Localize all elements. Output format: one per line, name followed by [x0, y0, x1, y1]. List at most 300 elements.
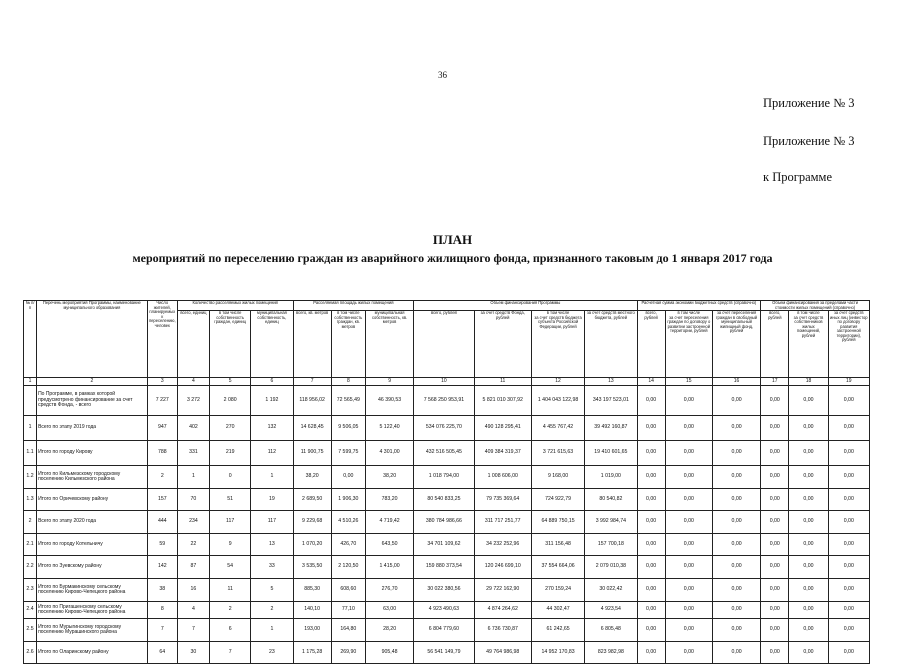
- value-cell: 77,10: [331, 602, 365, 619]
- sub-rooms-owned-label: собственность граждан, единиц: [214, 314, 247, 324]
- value-cell: 3 721 615,63: [531, 441, 584, 466]
- value-cell: 1 070,20: [293, 534, 331, 556]
- column-number-cell: 18: [789, 378, 828, 386]
- value-cell: 0,00: [665, 534, 712, 556]
- sub-other-o1: [789, 311, 828, 378]
- row-number-cell: 2.3: [24, 579, 37, 602]
- value-cell: 79 735 369,64: [474, 489, 531, 511]
- column-number-cell: 6: [251, 378, 293, 386]
- table-row: [24, 579, 870, 602]
- row-number-cell: 2.4: [24, 602, 37, 619]
- value-cell: 0,00: [712, 489, 760, 511]
- value-cell: 0,00: [637, 579, 665, 602]
- value-cell: 39 492 160,87: [585, 416, 637, 441]
- value-cell: 0,00: [637, 534, 665, 556]
- sub-area-municipal: муниципальная собственность, кв. метров: [365, 311, 413, 378]
- value-cell: 0,00: [637, 466, 665, 489]
- value-cell: 5 122,40: [365, 416, 413, 441]
- value-cell: 432 516 505,45: [414, 441, 474, 466]
- column-number-row: [24, 378, 870, 386]
- value-cell: 1 404 043 122,98: [531, 386, 584, 416]
- row-number-cell: 2.2: [24, 556, 37, 579]
- value-cell: 0,00: [637, 642, 665, 664]
- table-row: [24, 466, 870, 489]
- value-cell: 269,90: [331, 642, 365, 664]
- value-cell: 219: [210, 441, 251, 466]
- appendix-line-1: Приложение № 3: [763, 96, 855, 110]
- sub-fund-incl: в том числе: [546, 310, 570, 315]
- column-number-cell: 5: [210, 378, 251, 386]
- value-cell: 118 956,02: [293, 386, 331, 416]
- sub-area-owned: [331, 311, 365, 378]
- row-number-cell: 1: [24, 416, 37, 441]
- value-cell: 0,00: [712, 534, 760, 556]
- value-cell: 409 384 319,37: [474, 441, 531, 466]
- value-cell: 11: [210, 579, 251, 602]
- value-cell: 426,70: [331, 534, 365, 556]
- value-cell: 4 923,54: [585, 602, 637, 619]
- value-cell: 6: [210, 619, 251, 642]
- value-cell: 13: [251, 534, 293, 556]
- value-cell: 823 982,98: [585, 642, 637, 664]
- table-row: [24, 642, 870, 664]
- value-cell: 33: [251, 556, 293, 579]
- value-cell: 140,10: [293, 602, 331, 619]
- value-cell: 1 175,28: [293, 642, 331, 664]
- value-cell: 724 922,79: [531, 489, 584, 511]
- column-number-cell: 16: [712, 378, 760, 386]
- value-cell: 4 301,00: [365, 441, 413, 466]
- value-cell: 29 722 162,90: [474, 579, 531, 602]
- value-cell: 0,00: [761, 386, 789, 416]
- value-cell: 1 415,00: [365, 556, 413, 579]
- column-number-cell: 19: [828, 378, 869, 386]
- value-cell: 0,00: [637, 511, 665, 534]
- plan-table: [23, 300, 870, 664]
- value-cell: 19: [251, 489, 293, 511]
- value-cell: 0,00: [828, 642, 869, 664]
- value-cell: 3 272: [177, 386, 209, 416]
- row-label-cell: Итого по Оричевскому району: [37, 489, 148, 511]
- sub-area-owned-label: собственность граждан, кв. метров: [334, 314, 363, 329]
- value-cell: 380 784 986,66: [414, 511, 474, 534]
- value-cell: 0,00: [789, 386, 828, 416]
- value-cell: 3 992 984,74: [585, 511, 637, 534]
- sub-rooms-owned: [210, 311, 251, 378]
- column-number-cell: 7: [293, 378, 331, 386]
- value-cell: 5 821 010 307,92: [474, 386, 531, 416]
- value-cell: 4 874 264,62: [474, 602, 531, 619]
- value-cell: 34 232 252,96: [474, 534, 531, 556]
- value-cell: 0,00: [761, 619, 789, 642]
- value-cell: 0,00: [637, 556, 665, 579]
- table-row: [24, 619, 870, 642]
- value-cell: 0,00: [828, 511, 869, 534]
- table-row: [24, 441, 870, 466]
- value-cell: 72 565,49: [331, 386, 365, 416]
- row-number-cell: 2.5: [24, 619, 37, 642]
- value-cell: 132: [251, 416, 293, 441]
- value-cell: 7: [177, 619, 209, 642]
- value-cell: 2 079 010,38: [585, 556, 637, 579]
- sub-budget-b1: [665, 311, 712, 378]
- header-row-groups: [24, 301, 870, 311]
- value-cell: 0,00: [712, 416, 760, 441]
- value-cell: 0,00: [665, 511, 712, 534]
- sub-other-incl: в том числе: [797, 310, 820, 315]
- row-label-cell: Итого по Кильмезскому городскому поселению Кильмезского района: [37, 466, 148, 489]
- value-cell: 70: [177, 489, 209, 511]
- value-cell: 117: [210, 511, 251, 534]
- value-cell: 0,00: [789, 642, 828, 664]
- value-cell: 0,00: [789, 619, 828, 642]
- page-number: 36: [438, 70, 447, 80]
- sub-other-total: всего, рублей: [761, 311, 789, 378]
- value-cell: 0,00: [712, 619, 760, 642]
- sub-budget-total: всего, рублей: [637, 311, 665, 378]
- value-cell: 311 717 251,77: [474, 511, 531, 534]
- value-cell: 0,00: [665, 386, 712, 416]
- value-cell: 0,00: [712, 579, 760, 602]
- value-cell: 0,00: [665, 416, 712, 441]
- value-cell: 7 599,75: [331, 441, 365, 466]
- column-number-cell: 14: [637, 378, 665, 386]
- value-cell: 0,00: [331, 466, 365, 489]
- value-cell: 120 246 699,10: [474, 556, 531, 579]
- value-cell: 37 554 664,06: [531, 556, 584, 579]
- value-cell: 0,00: [637, 441, 665, 466]
- column-number-cell: 12: [531, 378, 584, 386]
- value-cell: 1 192: [251, 386, 293, 416]
- value-cell: 0,00: [761, 579, 789, 602]
- row-number-cell: 1.1: [24, 441, 37, 466]
- value-cell: 0,00: [828, 441, 869, 466]
- value-cell: 2 080: [210, 386, 251, 416]
- value-cell: 16: [177, 579, 209, 602]
- value-cell: 0,00: [637, 386, 665, 416]
- value-cell: 23: [251, 642, 293, 664]
- value-cell: 2: [251, 602, 293, 619]
- value-cell: 0,00: [789, 466, 828, 489]
- header-area: Расселяемая площадь жилых помещений: [293, 301, 414, 311]
- value-cell: 0,00: [761, 416, 789, 441]
- value-cell: 0,00: [789, 534, 828, 556]
- value-cell: 14 952 170,83: [531, 642, 584, 664]
- row-label-cell: Итого по Бурмакинскому сельскому поселению Кирово-Чепецкого района: [37, 579, 148, 602]
- value-cell: 54: [210, 556, 251, 579]
- value-cell: 38,20: [293, 466, 331, 489]
- value-cell: 0,00: [712, 386, 760, 416]
- value-cell: 0,00: [789, 579, 828, 602]
- value-cell: 2 689,50: [293, 489, 331, 511]
- header-name: Перечень мероприятий Программы, наименование муниципального образования: [37, 301, 148, 378]
- value-cell: 0,00: [789, 416, 828, 441]
- row-number-cell: 1.3: [24, 489, 37, 511]
- value-cell: 0,00: [665, 619, 712, 642]
- value-cell: 0,00: [637, 602, 665, 619]
- value-cell: 11 900,75: [293, 441, 331, 466]
- column-number-cell: 11: [474, 378, 531, 386]
- value-cell: 46 390,53: [365, 386, 413, 416]
- column-number-cell: 3: [147, 378, 177, 386]
- sub-other-o2: за счет средств иных лиц (инвестор по договору развития застроенной территории), рублей: [828, 311, 869, 378]
- column-number-cell: 10: [414, 378, 474, 386]
- row-label-cell: По Программе, в рамках которой предусмотрено финансирование за счет средств Фонда, - всего: [37, 386, 148, 416]
- value-cell: 0,00: [828, 416, 869, 441]
- value-cell: 6 736 730,87: [474, 619, 531, 642]
- value-cell: 7: [210, 642, 251, 664]
- value-cell: 8: [147, 602, 177, 619]
- value-cell: 38,20: [365, 466, 413, 489]
- sub-budget-b2: за счет переселения граждан в свободный муниципальный жилищный фонд, рублей: [712, 311, 760, 378]
- row-number-cell: 1.2: [24, 466, 37, 489]
- value-cell: 0,00: [665, 642, 712, 664]
- column-number-cell: 4: [177, 378, 209, 386]
- value-cell: 4 510,26: [331, 511, 365, 534]
- value-cell: 4 719,42: [365, 511, 413, 534]
- value-cell: 9 168,00: [531, 466, 584, 489]
- value-cell: 643,50: [365, 534, 413, 556]
- sub-fund-local: за счет средств местного бюджета, рублей: [585, 311, 637, 378]
- value-cell: 2 120,50: [331, 556, 365, 579]
- value-cell: 0,00: [761, 556, 789, 579]
- value-cell: 0,00: [712, 441, 760, 466]
- value-cell: 28,20: [365, 619, 413, 642]
- header-residents: Число жителей, планируемых к переселению, человек: [147, 301, 177, 378]
- value-cell: 63,00: [365, 602, 413, 619]
- value-cell: 0,00: [761, 534, 789, 556]
- value-cell: 30: [177, 642, 209, 664]
- value-cell: 1: [251, 466, 293, 489]
- value-cell: 9 229,68: [293, 511, 331, 534]
- value-cell: 7 227: [147, 386, 177, 416]
- value-cell: 0,00: [828, 602, 869, 619]
- column-number-cell: 17: [761, 378, 789, 386]
- column-number-cell: 15: [665, 378, 712, 386]
- value-cell: 64: [147, 642, 177, 664]
- value-cell: 0,00: [665, 466, 712, 489]
- sub-other-o1-label: за счет средств собственников жилых помещений, рублей: [793, 314, 824, 338]
- value-cell: 7: [147, 619, 177, 642]
- value-cell: 0,00: [789, 441, 828, 466]
- value-cell: 193,00: [293, 619, 331, 642]
- value-cell: 44 302,47: [531, 602, 584, 619]
- value-cell: 49 764 986,98: [474, 642, 531, 664]
- value-cell: 905,48: [365, 642, 413, 664]
- table-row: [24, 416, 870, 441]
- value-cell: 117: [251, 511, 293, 534]
- value-cell: 6 805,48: [585, 619, 637, 642]
- value-cell: 142: [147, 556, 177, 579]
- value-cell: 6 804 779,60: [414, 619, 474, 642]
- value-cell: 0,00: [828, 489, 869, 511]
- table-row: [24, 489, 870, 511]
- value-cell: 0,00: [828, 466, 869, 489]
- value-cell: 0,00: [712, 556, 760, 579]
- value-cell: 56 541 149,79: [414, 642, 474, 664]
- value-cell: 0,00: [665, 556, 712, 579]
- value-cell: 4 923 490,63: [414, 602, 474, 619]
- value-cell: 0,00: [665, 602, 712, 619]
- value-cell: 0,00: [712, 642, 760, 664]
- value-cell: 0,00: [761, 642, 789, 664]
- row-number-cell: 2.6: [24, 642, 37, 664]
- document-title: ПЛАН: [432, 232, 473, 247]
- value-cell: 270 159,24: [531, 579, 584, 602]
- value-cell: 0,00: [789, 489, 828, 511]
- value-cell: 159 880 373,54: [414, 556, 474, 579]
- sub-area-total: всего, кв. метров: [293, 311, 331, 378]
- row-label-cell: Всего по этапу 2020 года: [37, 511, 148, 534]
- value-cell: 0: [210, 466, 251, 489]
- value-cell: 112: [251, 441, 293, 466]
- sub-budget-b1-label: за счет переселения граждан по договору о развитии застроенной территории, рублей: [667, 314, 711, 333]
- value-cell: 9: [210, 534, 251, 556]
- value-cell: 7 568 250 953,91: [414, 386, 474, 416]
- value-cell: 38: [147, 579, 177, 602]
- value-cell: 0,00: [712, 511, 760, 534]
- value-cell: 2: [210, 602, 251, 619]
- table-row: [24, 534, 870, 556]
- value-cell: 783,20: [365, 489, 413, 511]
- value-cell: 51: [210, 489, 251, 511]
- value-cell: 0,00: [761, 489, 789, 511]
- value-cell: 270: [210, 416, 251, 441]
- table-row: [24, 511, 870, 534]
- value-cell: 0,00: [761, 466, 789, 489]
- sub-fund-regional-label: за счет средств бюджета субъекта Российской Федерации, рублей: [534, 314, 582, 329]
- row-label-cell: Всего по этапу 2019 года: [37, 416, 148, 441]
- value-cell: 0,00: [637, 489, 665, 511]
- row-label-cell: Итого по Зуевскому району: [37, 556, 148, 579]
- value-cell: 19 410 601,65: [585, 441, 637, 466]
- row-number-cell: 2: [24, 511, 37, 534]
- sub-fund-regional: [531, 311, 584, 378]
- header-num: № п/п: [24, 301, 37, 378]
- value-cell: 157 700,18: [585, 534, 637, 556]
- value-cell: 234: [177, 511, 209, 534]
- value-cell: 0,00: [665, 489, 712, 511]
- row-label-cell: Итого по городу Котельничу: [37, 534, 148, 556]
- value-cell: 311 156,48: [531, 534, 584, 556]
- table-row: [24, 602, 870, 619]
- value-cell: 402: [177, 416, 209, 441]
- value-cell: 0,00: [665, 441, 712, 466]
- value-cell: 343 197 523,01: [585, 386, 637, 416]
- sub-rooms-total: всего, единиц: [177, 311, 209, 378]
- value-cell: 4: [177, 602, 209, 619]
- value-cell: 1 008 606,00: [474, 466, 531, 489]
- header-rooms: Количество расселяемых жилых помещений: [177, 301, 293, 311]
- row-number-cell: 2.1: [24, 534, 37, 556]
- value-cell: 1 019,00: [585, 466, 637, 489]
- appendix-line-2: Приложение № 3: [763, 134, 855, 148]
- header-other: Объем финансирования за пределами части стоимости жилых помещений (справочно): [761, 301, 870, 311]
- sub-rooms-incl: в том числе: [218, 310, 242, 315]
- column-number-cell: 1: [24, 378, 37, 386]
- value-cell: 3 535,50: [293, 556, 331, 579]
- value-cell: 30 022,42: [585, 579, 637, 602]
- value-cell: 61 242,65: [531, 619, 584, 642]
- value-cell: 788: [147, 441, 177, 466]
- value-cell: 0,00: [828, 619, 869, 642]
- row-label-cell: Итого по Оларинскому району: [37, 642, 148, 664]
- sub-area-incl: в том числе: [337, 310, 360, 315]
- document-subtitle: мероприятий по переселению граждан из аварийного жилищного фонда, признанного таковым до 1 января 2017 года: [132, 251, 773, 265]
- value-cell: 34 701 109,62: [414, 534, 474, 556]
- value-cell: 0,00: [828, 386, 869, 416]
- sub-budget-incl: в том числе: [677, 310, 701, 315]
- value-cell: 14 628,45: [293, 416, 331, 441]
- value-cell: 22: [177, 534, 209, 556]
- appendix-line-3: к Программе: [763, 170, 833, 184]
- value-cell: 276,70: [365, 579, 413, 602]
- sub-fund-total: всего, рублей: [414, 311, 474, 378]
- table-body: [24, 386, 870, 664]
- row-number-cell: [24, 386, 37, 416]
- header-budget: Расчетная сумма экономии бюджетных средств (справочно): [637, 301, 761, 311]
- value-cell: 608,60: [331, 579, 365, 602]
- value-cell: 157: [147, 489, 177, 511]
- value-cell: 444: [147, 511, 177, 534]
- value-cell: 0,00: [712, 466, 760, 489]
- value-cell: 0,00: [637, 619, 665, 642]
- value-cell: 1: [177, 466, 209, 489]
- value-cell: 0,00: [789, 602, 828, 619]
- table-row: [24, 556, 870, 579]
- value-cell: 947: [147, 416, 177, 441]
- value-cell: 30 022 380,56: [414, 579, 474, 602]
- table-row: [24, 386, 870, 416]
- row-label-cell: Итого по Пригашенскому сельскому поселению Кирово-Чепецкого района: [37, 602, 148, 619]
- column-number-cell: 9: [365, 378, 413, 386]
- value-cell: 59: [147, 534, 177, 556]
- value-cell: 80 540 833,25: [414, 489, 474, 511]
- value-cell: 2: [147, 466, 177, 489]
- value-cell: 1 018 794,00: [414, 466, 474, 489]
- row-label-cell: Итого по городу Кирову: [37, 441, 148, 466]
- value-cell: 5: [251, 579, 293, 602]
- value-cell: 0,00: [789, 511, 828, 534]
- value-cell: 4 455 767,42: [531, 416, 584, 441]
- value-cell: 164,80: [331, 619, 365, 642]
- value-cell: 87: [177, 556, 209, 579]
- value-cell: 0,00: [789, 556, 828, 579]
- value-cell: 885,30: [293, 579, 331, 602]
- value-cell: 0,00: [828, 579, 869, 602]
- value-cell: 0,00: [761, 602, 789, 619]
- column-number-cell: 13: [585, 378, 637, 386]
- value-cell: 534 076 225,70: [414, 416, 474, 441]
- sub-rooms-municipal: муниципальная собственность, единиц: [251, 311, 293, 378]
- header-funding: Объем финансирования Программы: [414, 301, 637, 311]
- value-cell: 0,00: [665, 579, 712, 602]
- value-cell: 9 506,05: [331, 416, 365, 441]
- value-cell: 1 906,30: [331, 489, 365, 511]
- value-cell: 0,00: [761, 441, 789, 466]
- value-cell: 0,00: [712, 602, 760, 619]
- value-cell: 0,00: [761, 511, 789, 534]
- value-cell: 0,00: [828, 534, 869, 556]
- value-cell: 0,00: [828, 556, 869, 579]
- row-label-cell: Итого по Мурыгинскому городскому поселению Мурашинского района: [37, 619, 148, 642]
- sub-fund-fond: за счет средств Фонда, рублей: [474, 311, 531, 378]
- column-number-cell: 2: [37, 378, 148, 386]
- value-cell: 0,00: [637, 416, 665, 441]
- value-cell: 331: [177, 441, 209, 466]
- value-cell: 64 889 750,15: [531, 511, 584, 534]
- value-cell: 80 540,82: [585, 489, 637, 511]
